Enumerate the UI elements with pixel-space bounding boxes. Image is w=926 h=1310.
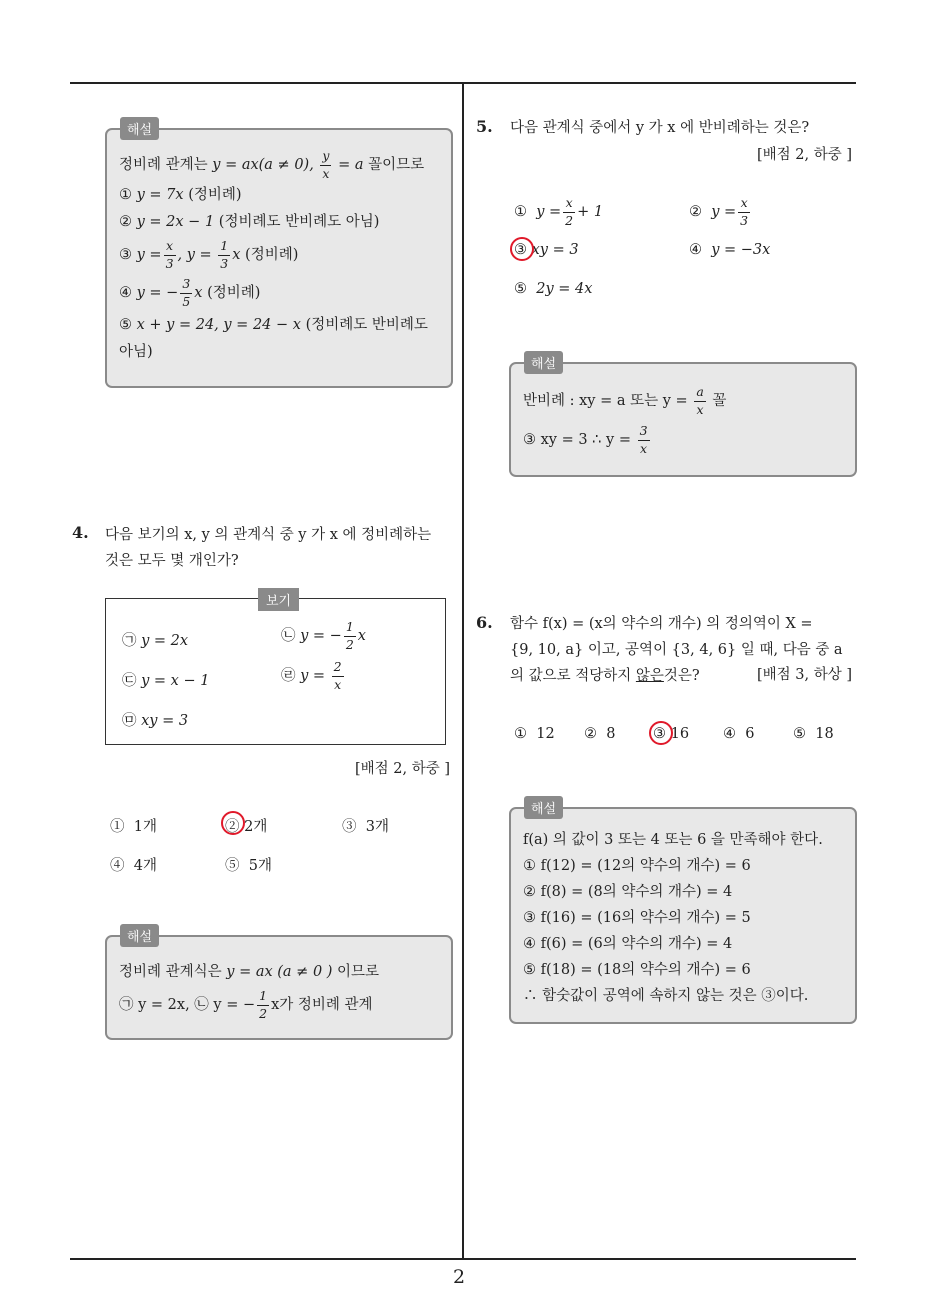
bogi-item-3: ㉢ y = x − 1	[122, 673, 210, 689]
bogi-item-2: ㉡ y = − $\frac{1}{2}$ x	[281, 619, 366, 652]
explanation-line-5-cont: 아님)	[119, 344, 153, 360]
fraction: $\frac{x}{2}$	[565, 195, 574, 228]
question-6-number: 6.	[476, 613, 493, 632]
explanation-line-1: 정비례 관계식은 y = ax (a ≠ 0 ) 이므로	[119, 964, 380, 980]
bogi-item-5: ㉤ xy = 3	[122, 713, 189, 729]
q5-option-4[interactable]: ④ y = −3x	[689, 242, 771, 258]
explanation-label: 해설	[120, 924, 159, 947]
explanation-line-3: ③ y = $\frac{x}{3}$ , y = $\frac{1}{3}$ x (정비례)	[119, 238, 299, 271]
explanation-line: ③ f(16) = (16의 약수의 개수) = 5	[523, 910, 751, 926]
explanation-box-q5	[509, 357, 857, 477]
fraction: $\frac{a}{x}$	[696, 384, 704, 417]
explanation-intro: 정비례 관계는 y = ax(a ≠ 0), $\frac{y}{x}$ = a 꼴이므로	[119, 148, 425, 181]
bogi-label: 보기	[258, 588, 299, 611]
explanation-line: f(a) 의 값이 3 또는 4 또는 6 을 만족해야 한다.	[523, 832, 823, 848]
page-number: 2	[453, 1266, 466, 1288]
answer-mark-circle	[649, 721, 673, 745]
q4-option-1[interactable]: ① 1개	[110, 819, 157, 835]
explanation-line: ② f(8) = (8의 약수의 개수) = 4	[523, 884, 733, 900]
fraction: $\frac{y}{x}$	[322, 148, 330, 181]
explanation-box-q4	[105, 930, 453, 1040]
fraction: $\frac{x}{3}$	[740, 195, 749, 228]
q5-option-1[interactable]: ① y = $\frac{x}{2}$ + 1	[514, 195, 604, 228]
answer-mark-circle	[221, 811, 245, 835]
explanation-line: ① f(12) = (12의 약수의 개수) = 6	[523, 858, 751, 874]
explanation-line-2: ③ xy = 3 ∴ y = $\frac{3}{x}$	[523, 423, 648, 456]
explanation-line: ∴ 함숫값이 공역에 속하지 않는 것은 ③이다.	[523, 988, 809, 1004]
question-4-score: [배점 2, 하중 ]	[354, 761, 450, 777]
q6-option-4[interactable]: ④ 6	[723, 726, 755, 742]
explanation-box-q6	[509, 802, 857, 1024]
explanation-label: 해설	[524, 351, 563, 374]
question-6-text: 함수 f(x) = (x의 약수의 개수) 의 정의역이 X = {9, 10, a} 이고, 공역이 {3, 4, 6} 일 때, 다음 중 a 의 값으로 적당하지 않은것은?	[510, 616, 843, 684]
explanation-line-4: ④ y = − $\frac{3}{5}$ x (정비례)	[119, 276, 261, 309]
fraction: $\frac{1}{2}$	[259, 988, 268, 1021]
q5-option-5[interactable]: ⑤ 2y = 4x	[514, 281, 593, 297]
q6-option-1[interactable]: ① 12	[514, 726, 555, 742]
fraction: $\frac{3}{x}$	[639, 423, 648, 456]
bottom-rule	[70, 1258, 856, 1260]
fraction: $\frac{1}{2}$	[345, 619, 354, 652]
explanation-line-2: ㉠ y = 2x, ㉡ y = − $\frac{1}{2}$ x가 정비례 관계	[119, 988, 373, 1021]
explanation-line-2: ② y = 2x − 1 (정비례도 반비례도 아님)	[119, 214, 380, 230]
question-5-text: 다음 관계식 중에서 y 가 x 에 반비례하는 것은?	[510, 120, 810, 136]
question-4-text: 다음 보기의 x, y 의 관계식 중 y 가 x 에 정비례하는 것은 모두 몇 개인가?	[105, 527, 432, 569]
column-divider	[462, 82, 464, 1259]
answer-mark-circle	[510, 237, 534, 261]
fraction: $\frac{3}{5}$	[182, 276, 191, 309]
bogi-item-4: ㉣ y = $\frac{2}{x}$	[281, 659, 342, 692]
q4-option-5[interactable]: ⑤ 5개	[225, 858, 272, 874]
explanation-label: 해설	[524, 796, 563, 819]
q5-option-3[interactable]: ③ xy = 3	[514, 242, 579, 258]
question-5-score: [배점 2, 하중 ]	[756, 147, 852, 163]
q4-option-3[interactable]: ③ 3개	[342, 819, 389, 835]
fraction: $\frac{2}{x}$	[333, 659, 342, 692]
fraction: $\frac{x}{3}$	[165, 238, 174, 271]
q6-option-3[interactable]: ③ 16	[653, 726, 690, 742]
bogi-item-1: ㉠ y = 2x	[122, 633, 189, 649]
question-6-score: [배점 3, 하상 ]	[756, 667, 852, 683]
bogi-box	[105, 594, 446, 745]
q4-option-4[interactable]: ④ 4개	[110, 858, 157, 874]
q5-option-2[interactable]: ② y = $\frac{x}{3}$	[689, 195, 749, 228]
fraction: $\frac{1}{3}$	[220, 238, 229, 271]
q6-option-5[interactable]: ⑤ 18	[793, 726, 834, 742]
q6-option-2[interactable]: ② 8	[584, 726, 616, 742]
question-4-number: 4.	[72, 523, 89, 542]
explanation-label: 해설	[120, 117, 159, 140]
explanation-line-1: 반비례 : xy = a 또는 y = $\frac{a}{x}$ 꼴	[523, 384, 727, 417]
q4-option-2[interactable]: ② 2개	[225, 819, 268, 835]
explanation-box-q3	[105, 123, 453, 388]
explanation-line-5: ⑤ x + y = 24, y = 24 − x (정비례도 반비례도	[119, 317, 428, 333]
question-5-number: 5.	[476, 117, 493, 136]
explanation-line-1: ① y = 7x (정비례)	[119, 187, 242, 203]
explanation-line: ④ f(6) = (6의 약수의 개수) = 4	[523, 936, 733, 952]
explanation-line: ⑤ f(18) = (18의 약수의 개수) = 6	[523, 962, 751, 978]
